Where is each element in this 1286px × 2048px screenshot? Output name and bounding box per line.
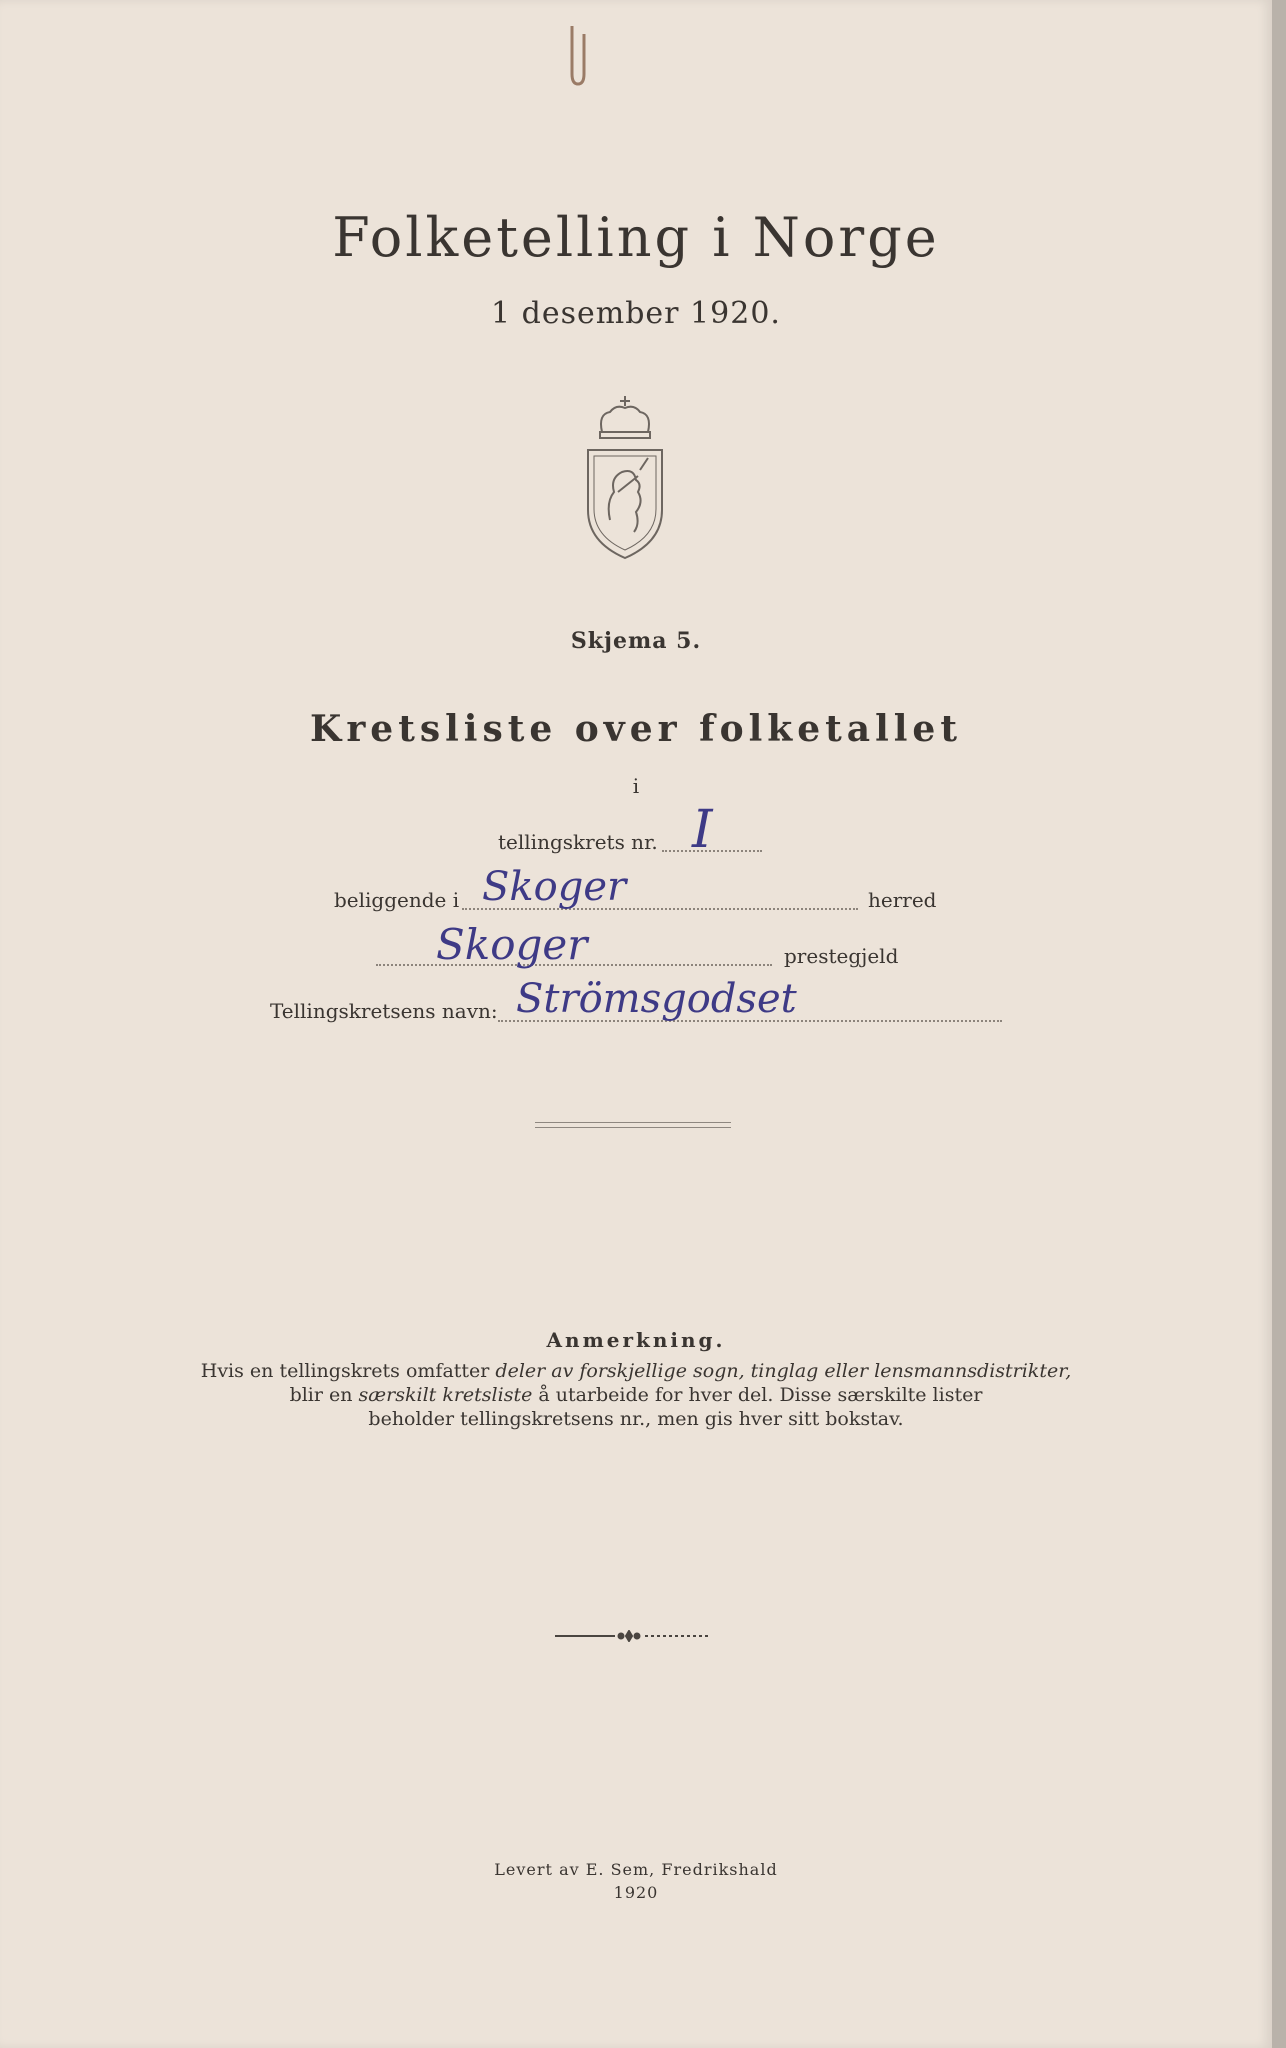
divider-rule xyxy=(535,1122,731,1123)
census-date: 1 desember 1920. xyxy=(491,296,781,331)
district-number-value: I xyxy=(692,800,713,860)
parish-suffix: prestegjeld xyxy=(784,944,899,968)
municipality-value: Skoger xyxy=(482,864,627,910)
form-heading: Kretsliste over folketallet xyxy=(310,708,962,750)
note-line-2-text-c: å utarbeide for hver del. Disse særskilte lister xyxy=(532,1384,983,1406)
divider-rule xyxy=(535,1127,731,1128)
page-edge xyxy=(1272,0,1286,2048)
note-line-2-text-a: blir en xyxy=(289,1384,359,1406)
municipality-suffix: herred xyxy=(868,888,937,912)
note-line-1 xyxy=(0,1360,1272,1382)
paperclip-icon xyxy=(566,26,590,88)
note-line-2-italic: særskilt kretsliste xyxy=(358,1384,533,1406)
note-line-2 xyxy=(0,1384,1272,1406)
norwegian-coat-of-arms-icon xyxy=(580,392,670,562)
note-line-3: beholder tellingskretsens nr., men gis hver sitt bokstav. xyxy=(368,1408,904,1430)
page-title: Folketelling i Norge xyxy=(332,206,940,269)
district-number-label: tellingskrets nr. xyxy=(498,830,658,854)
note-line-1-italic: deler av forskjellige sogn, tinglag eller lensmannsdistrikter, xyxy=(495,1360,1072,1382)
parish-value: Skoger xyxy=(436,920,588,969)
preposition-i: i xyxy=(632,774,640,798)
schema-number: Skjema 5. xyxy=(570,628,702,654)
printer-credit: Levert av E. Sem, Fredrikshald xyxy=(494,1860,778,1879)
district-name-label: Tellingskretsens navn: xyxy=(270,999,498,1023)
note-heading: Anmerkning. xyxy=(546,1328,726,1352)
district-name-value: Strömsgodset xyxy=(516,976,797,1022)
printer-year: 1920 xyxy=(613,1883,659,1902)
note-line-1-text: Hvis en tellingskrets omfatter xyxy=(200,1360,496,1382)
located-in-label: beliggende i xyxy=(334,888,460,912)
ornament-divider-icon xyxy=(555,1630,710,1642)
